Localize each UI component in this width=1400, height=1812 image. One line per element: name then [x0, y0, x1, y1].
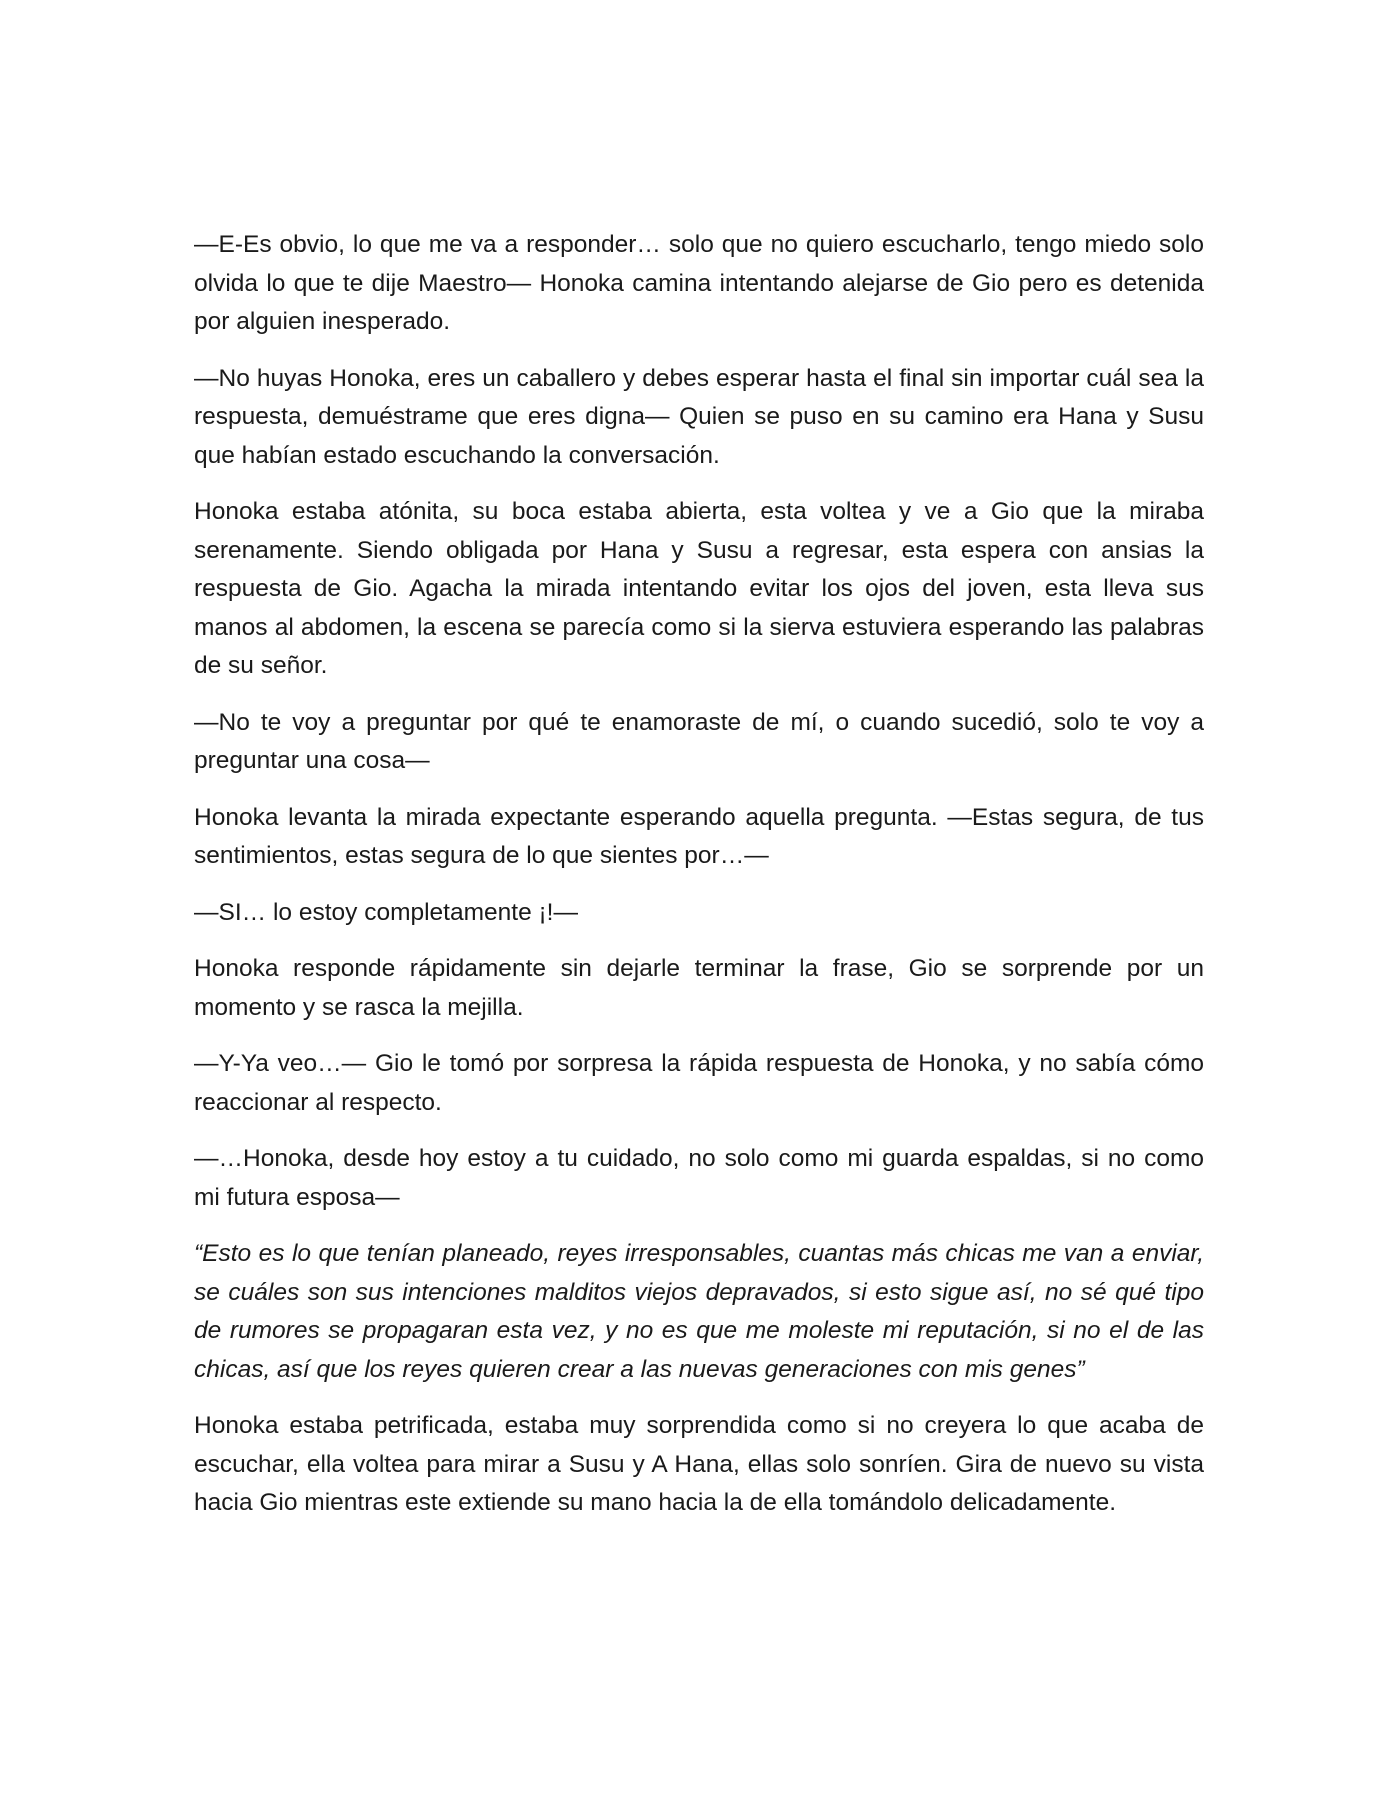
document-page — [194, 226, 1204, 1541]
paragraph-4: —No te voy a preguntar por qué te enamoraste de mí, o cuando sucedió, solo te voy a preguntar una cosa— — [194, 708, 1204, 774]
paragraph-10-inner-thought: “Esto es lo que tenían planeado, reyes irresponsables, cuantas más chicas me van a enviar, se cuáles son sus intenciones malditos viejos depravados, si esto sigue así, no sé qué tipo de rumores se propagaran esta vez, y no es que me moleste mi reputación, si no el de las chicas, así que los reyes quieren crear a las nuevas generaciones con mis genes” — [194, 1240, 1204, 1383]
paragraph-1: —E-Es obvio, lo que me va a responder… solo que no quiero escucharlo, tengo miedo solo olvida lo que te dije Maestro— Honoka camina intentando alejarse de Gio pero es detenida por alguien inesperado. — [194, 231, 1204, 335]
paragraph-9: —…Honoka, desde hoy estoy a tu cuidado, no solo como mi guarda espaldas, si no como mi futura esposa— — [194, 1145, 1204, 1211]
paragraph-8: —Y-Ya veo…— Gio le tomó por sorpresa la rápida respuesta de Honoka, y no sabía cómo reaccionar al respecto. — [194, 1050, 1204, 1116]
paragraph-6: —SI… lo estoy completamente ¡!— — [194, 898, 578, 926]
paragraph-2: —No huyas Honoka, eres un caballero y debes esperar hasta el final sin importar cuál sea la respuesta, demuéstrame que eres digna— Quien se puso en su camino era Hana y Susu que habían estado escuchando la conversación. — [194, 364, 1204, 469]
paragraph-7: Honoka responde rápidamente sin dejarle terminar la frase, Gio se sorprende por un momento y se rasca la mejilla. — [194, 955, 1204, 1021]
paragraph-3: Honoka estaba atónita, su boca estaba abierta, esta voltea y ve a Gio que la miraba serenamente. Siendo obligada por Hana y Susu a regresar, esta espera con ansias la respuesta de Gio. Agacha la mirada intentando evitar los ojos del joven, esta lleva sus manos al abdomen, la escena se parecía como si la sierva estuviera esperando las palabras de su señor. — [194, 498, 1204, 679]
paragraph-5: Honoka levanta la mirada expectante esperando aquella pregunta. —Estas segura, de tus sentimientos, estas segura de lo que sientes por…— — [194, 803, 1204, 869]
paragraph-11: Honoka estaba petrificada, estaba muy sorprendida como si no creyera lo que acaba de escuchar, ella voltea para mirar a Susu y A Hana, ellas solo sonríen. Gira de nuevo su vista hacia Gio mientras este extiende su mano hacia la de ella tomándolo delicadamente. — [194, 1412, 1204, 1516]
